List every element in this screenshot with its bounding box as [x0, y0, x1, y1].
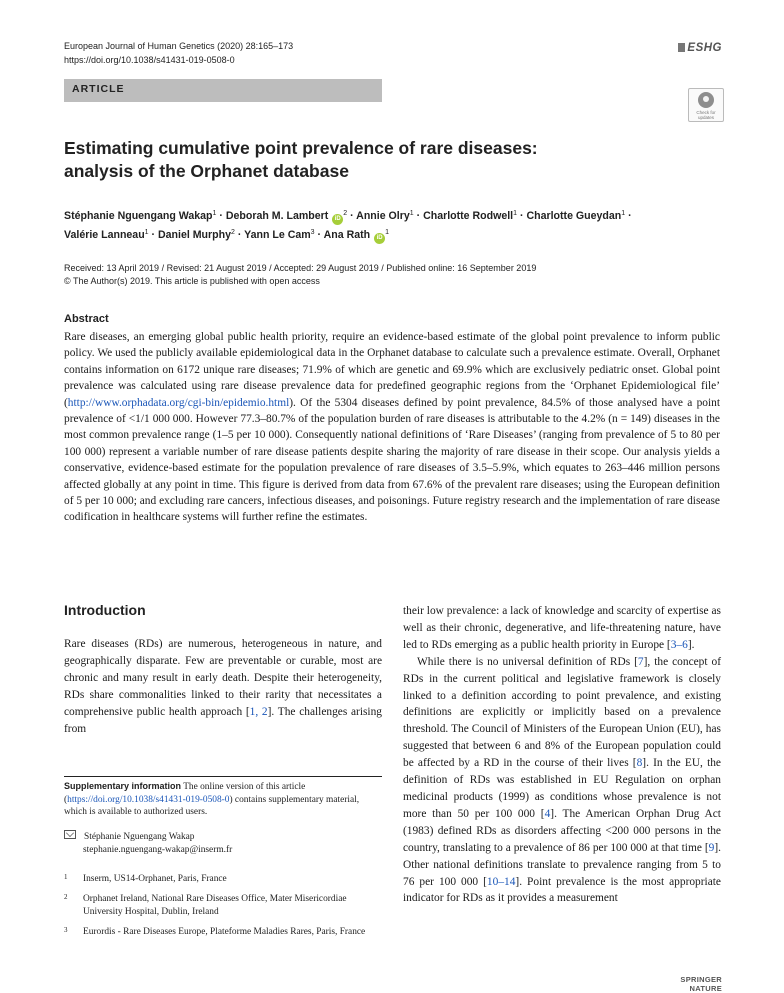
- author-name[interactable]: Deborah M. Lambert: [225, 210, 329, 222]
- author-list: [64, 206, 734, 244]
- check-for-updates-button[interactable]: [688, 88, 724, 122]
- article-title: [64, 137, 684, 183]
- author-name[interactable]: Ana Rath: [323, 229, 371, 241]
- author-name[interactable]: Annie Olry: [356, 210, 410, 222]
- reference-link[interactable]: 10–14: [486, 875, 516, 888]
- orcid-icon[interactable]: iD: [332, 214, 343, 225]
- eshg-logo: ESHG: [676, 42, 722, 58]
- epidemio-file-link[interactable]: http://www.orphadata.org/cgi-bin/epidemio.html: [67, 396, 290, 409]
- affiliation-item: 2 Orphanet Ireland, National Rare Diseases Office, Mater Misericordiae University Hospital, Dublin, Ireland: [64, 893, 347, 917]
- author-line-1: Stéphanie Nguengang Wakap$^1$ · Deborah M. Lambert $iD^2$ · Annie Olry$^1$ · Charlotte Rodwell$^1$ · Charlotte Gueydan$^1$ ·: [64, 206, 734, 225]
- author-name[interactable]: Valérie Lanneau: [64, 229, 145, 241]
- corresponding-author: [64, 830, 382, 857]
- abstract-body: Rare diseases, an emerging global public health priority, require an evidence-based estimate of the global point prevalence to inform public policy. We used the publicly available epidemiological data in the Orphanet database to calculate such a prevalence estimate. Overall, Orphanet contains information on 6172 unique rare diseases; 71.9% of which are genetic and 69.9% which are exclusively pediatric onset. Global point prevalence was calculated using rare disease prevalence data for predefined geographic regions from the ‘Orphanet Epidemiological file’ (http://www.orphadata.org/cgi-bin/epidemio.html). Of the 5304 diseases defined by point prevalence, 84.5% of those analysed have a point prevalence of <1/1 000 000. However 77.3–80.7% of the population burden of rare diseases is attributable to the 4.2% (n = 149) diseases in the most common prevalence range (1–5 per 10 000). Consequently national definitions of ‘Rare Diseases’ (ranging from prevalence of 5 to 80 per 100 000) represent a variable number of rare disease patients despite sharing the majority of rare disease in their scope. Our analysis yields a conservative, evidence-based estimate for the population prevalence of rare diseases of 3.5–5.9%, which equates to 263–446 million persons affected globally at any point in time. This figure is derived from data from 67.6% of the prevalent rare diseases; using the European definition of 5 per 10 000; and excluding rare cancers, infectious diseases, and poisonings. Future registry research and the implementation of rare disease codification in healthcare systems will further refine the estimates.: [64, 331, 720, 524]
- reference-link[interactable]: 8: [636, 757, 643, 770]
- author-line-2: Valérie Lanneau$^1$ · Daniel Murphy$^2$ · Yann Le Cam$^3$ · Ana Rath $iD^1$: [64, 225, 734, 244]
- abstract-heading: Abstract: [64, 313, 109, 325]
- envelope-icon: [64, 830, 76, 839]
- reference-link[interactable]: 3–6: [670, 638, 688, 651]
- introduction-heading: Introduction: [64, 602, 146, 618]
- supplementary-link[interactable]: https://doi.org/10.1038/s41431-019-0508-0: [67, 794, 230, 805]
- history-dates: Received: 13 April 2019 / Revised: 21 August 2019 / Accepted: 29 August 2019 / Published online: 16 September 2019: [64, 263, 537, 273]
- reference-link[interactable]: 7: [637, 655, 644, 668]
- author-name[interactable]: Charlotte Rodwell: [423, 210, 514, 222]
- contact-email[interactable]: stephanie.nguengang-wakap@inserm.fr: [83, 845, 233, 855]
- author-name[interactable]: Charlotte Gueydan: [526, 210, 622, 222]
- orcid-icon[interactable]: iD: [374, 233, 385, 244]
- intro-paragraph: While there is no universal definition of RDs [7], the concept of RDs in the current political and legislative framework is closely linked to a definition according to point prevalence, and existing definitions are explicitly or implicitly based on a prevalence threshold. The Council of Ministers of the European Union (EU), has suggested that between 6 and 8% of the European population could be affected by a RD in the course of their lives [8]. In the EU, the definition of RDs was established in EU Regulation on orphan medicinal products (1999) as conditions whose prevalence is not more than 50 per 100 000 [4]. The American Orphan Drug Act (1983) defined RDs as disorders affecting <200 000 persons in the country, translating to a prevalence of 86 per 100 000 at that time [9]. Other national definitions translate to prevalence ranging from 5 to 76 per 100 000 [10–14]. Point prevalence is the most appropriate indicator for RDs as it provides a measurement: [403, 655, 721, 905]
- author-name[interactable]: Yann Le Cam: [244, 229, 311, 241]
- article-type-label: ARTICLE: [72, 83, 125, 95]
- article-type-bar: [64, 79, 382, 102]
- title-line-2: analysis of the Orphanet database: [64, 161, 349, 181]
- reference-link[interactable]: 9: [708, 841, 715, 854]
- intro-paragraph: Rare diseases (RDs) are numerous, heterogeneous in nature, and geographically disparate. Few are preventable or curable, most are chronic and many result in early death. Despite their heterogeneity, RDs share commonalities linked to their rarity that necessitates a comprehensive public health approach [1, 2]. The challenges arising from: [64, 638, 382, 735]
- intro-paragraph: their low prevalence: a lack of knowledge and scarcity of expertise as well as their chronic, degenerative, and life-threatening nature, have led to RDs emerging as a public health priority in Europe [3–6].: [403, 605, 721, 651]
- author-name[interactable]: Stéphanie Nguengang Wakap: [64, 210, 213, 222]
- reference-link[interactable]: 1, 2: [249, 705, 268, 718]
- check-for-updates-label: Check for updates: [696, 110, 716, 120]
- publication-dates: [64, 262, 744, 288]
- doi-link[interactable]: https://doi.org/10.1038/s41431-019-0508-0: [64, 55, 235, 65]
- intro-left-column: [64, 636, 382, 737]
- copyright-notice: © The Author(s) 2019. This article is published with open access: [64, 276, 320, 286]
- affiliation-item: 1 Inserm, US14-Orphanet, Paris, France: [64, 873, 227, 884]
- supplementary-info: Supplementary information The online version of this article (https://doi.org/10.1038/s41431-019-0508-0) contains supplementary material, which is available to authorized users.: [64, 781, 360, 818]
- intro-right-column: [403, 603, 721, 907]
- footnote-divider: [64, 776, 382, 777]
- springer-nature-logo: SPRINGER NATURE: [680, 975, 722, 993]
- author-name[interactable]: Daniel Murphy: [158, 229, 231, 241]
- contact-name: Stéphanie Nguengang Wakap: [84, 832, 195, 842]
- title-line-1: Estimating cumulative point prevalence of rare diseases:: [64, 138, 538, 158]
- affiliation-item: 3 Eurordis - Rare Diseases Europe, Plateforme Maladies Rares, Paris, France: [64, 926, 366, 937]
- eshg-logo-icon: [678, 43, 685, 52]
- reference-link[interactable]: 4: [544, 807, 551, 820]
- journal-citation: European Journal of Human Genetics (2020) 28:165–173: [64, 41, 294, 51]
- crossmark-icon: [698, 92, 714, 108]
